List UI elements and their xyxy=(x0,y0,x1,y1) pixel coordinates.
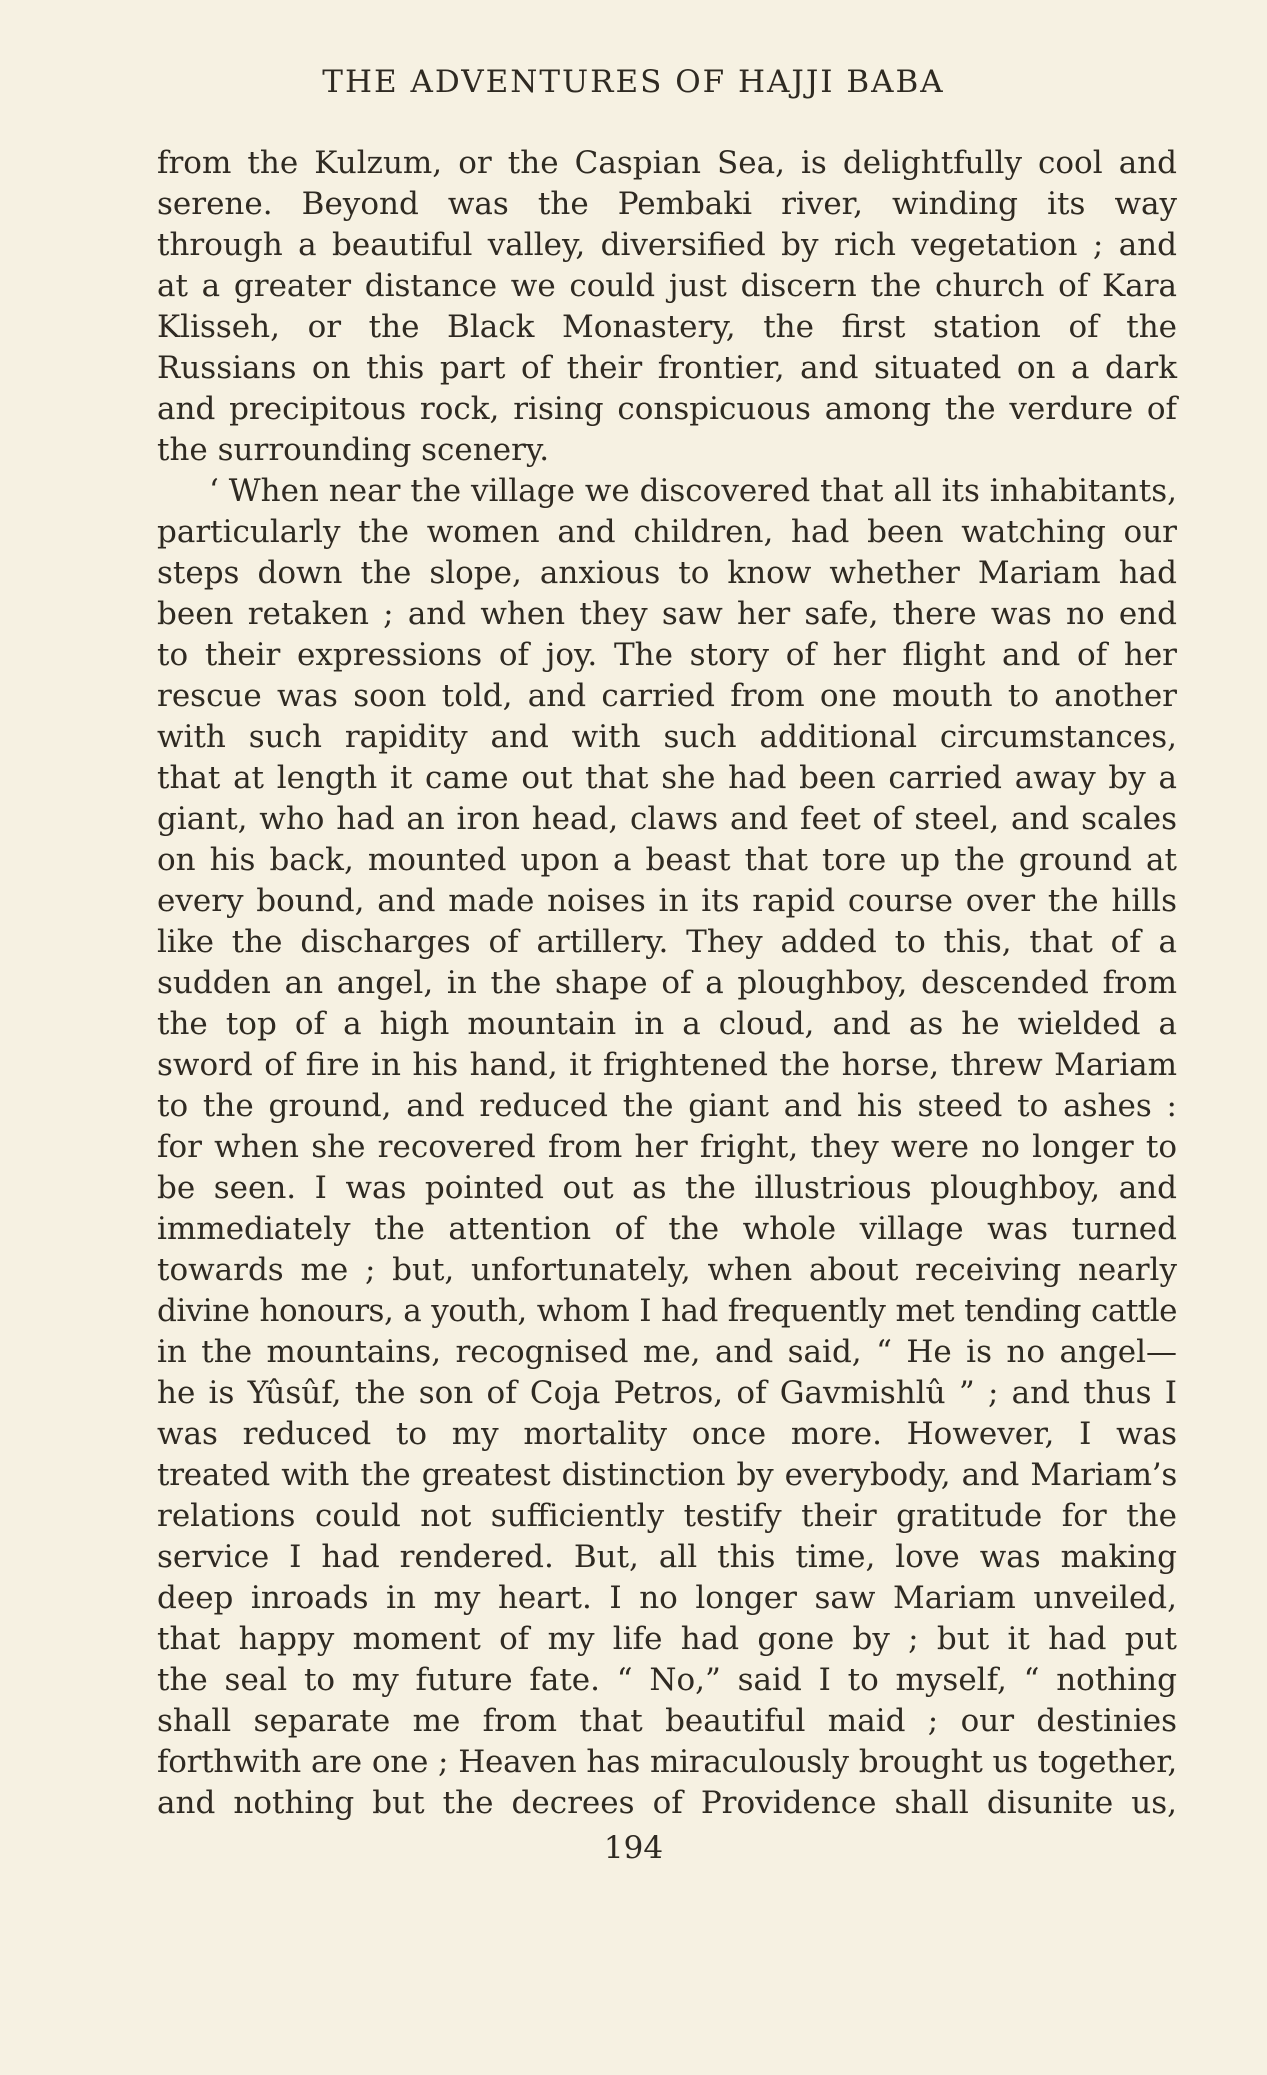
text-line: on his back, mounted upon a beast that tore up the ground at xyxy=(157,842,1177,878)
text-line: rescue was soon told, and carried from one mouth to another xyxy=(157,678,1177,714)
text-line: sword of fire in his hand, it frightened the horse, threw Mariam xyxy=(157,1047,1177,1083)
text-line: that happy moment of my life had gone by ; but it had put xyxy=(157,1621,1177,1657)
text-line: been retaken ; and when they saw her safe, there was no end xyxy=(157,596,1177,632)
body-text xyxy=(157,143,1177,1824)
text-line: like the discharges of artillery. They added to this, that of a xyxy=(157,924,1177,960)
text-line: serene. Beyond was the Pembaki river, winding its way xyxy=(157,186,1177,222)
text-line: from the Kulzum, or the Caspian Sea, is delightfully cool and xyxy=(157,145,1177,181)
text-line: was reduced to my mortality once more. However, I was xyxy=(157,1416,1177,1452)
text-line: steps down the slope, anxious to know whether Mariam had xyxy=(157,555,1177,591)
text-line: the surrounding scenery. xyxy=(157,432,550,468)
text-line: be seen. I was pointed out as the illustrious ploughboy, and xyxy=(157,1170,1177,1206)
text-line: towards me ; but, unfortunately, when about receiving nearly xyxy=(157,1252,1177,1288)
text-line: the seal to my future fate. “ No,” said I to myself, “ nothing xyxy=(157,1662,1177,1698)
text-line: to their expressions of joy. The story of her flight and of her xyxy=(157,637,1177,673)
text-line: that at length it came out that she had been carried away by a xyxy=(157,760,1177,796)
text-line: giant, who had an iron head, claws and feet of steel, and scales xyxy=(157,801,1177,837)
text-line: service I had rendered. But, all this time, love was making xyxy=(157,1539,1177,1575)
running-head: THE ADVENTURES OF HAJJI BABA xyxy=(322,64,945,100)
text-line: and nothing but the decrees of Providence shall disunite us, xyxy=(157,1785,1177,1821)
text-line: for when she recovered from her fright, they were no longer to xyxy=(157,1129,1177,1165)
text-line: at a greater distance we could just discern the church of Kara xyxy=(157,268,1177,304)
text-line: forthwith are one ; Heaven has miraculously brought us together, xyxy=(157,1744,1177,1780)
text-line: to the ground, and reduced the giant and his steed to ashes : xyxy=(157,1088,1177,1124)
text-line: relations could not sufficiently testify their gratitude for the xyxy=(157,1498,1177,1534)
text-line: sudden an angel, in the shape of a ploughboy, descended from xyxy=(157,965,1177,1001)
text-line: with such rapidity and with such additional circumstances, xyxy=(157,719,1177,755)
text-line: every bound, and made noises in its rapid course over the hills xyxy=(157,883,1177,919)
text-line: immediately the attention of the whole village was turned xyxy=(157,1211,1177,1247)
text-line: through a beautiful valley, diversified by rich vegetation ; and xyxy=(157,227,1177,263)
text-line: in the mountains, recognised me, and said, “ He is no angel— xyxy=(157,1334,1177,1370)
text-line: ‘ When near the village we discovered that all its inhabitants, xyxy=(209,473,1177,509)
page-number: 194 xyxy=(603,1830,664,1866)
text-line: shall separate me from that beautiful maid ; our destinies xyxy=(157,1703,1177,1739)
text-line: divine honours, a youth, whom I had frequently met tending cattle xyxy=(157,1293,1177,1329)
text-line: he is Yûsûf, the son of Coja Petros, of Gavmishlû ” ; and thus I xyxy=(157,1375,1177,1411)
text-line: and precipitous rock, rising conspicuous among the verdure of xyxy=(157,391,1177,427)
text-line: treated with the greatest distinction by everybody, and Mariam’s xyxy=(157,1457,1177,1493)
text-line: Klisseh, or the Black Monastery, the first station of the xyxy=(157,309,1177,345)
text-line: the top of a high mountain in a cloud, and as he wielded a xyxy=(157,1006,1177,1042)
text-line: particularly the women and children, had been watching our xyxy=(157,514,1177,550)
text-line: deep inroads in my heart. I no longer saw Mariam unveiled, xyxy=(157,1580,1177,1616)
text-line: Russians on this part of their frontier, and situated on a dark xyxy=(157,350,1177,386)
